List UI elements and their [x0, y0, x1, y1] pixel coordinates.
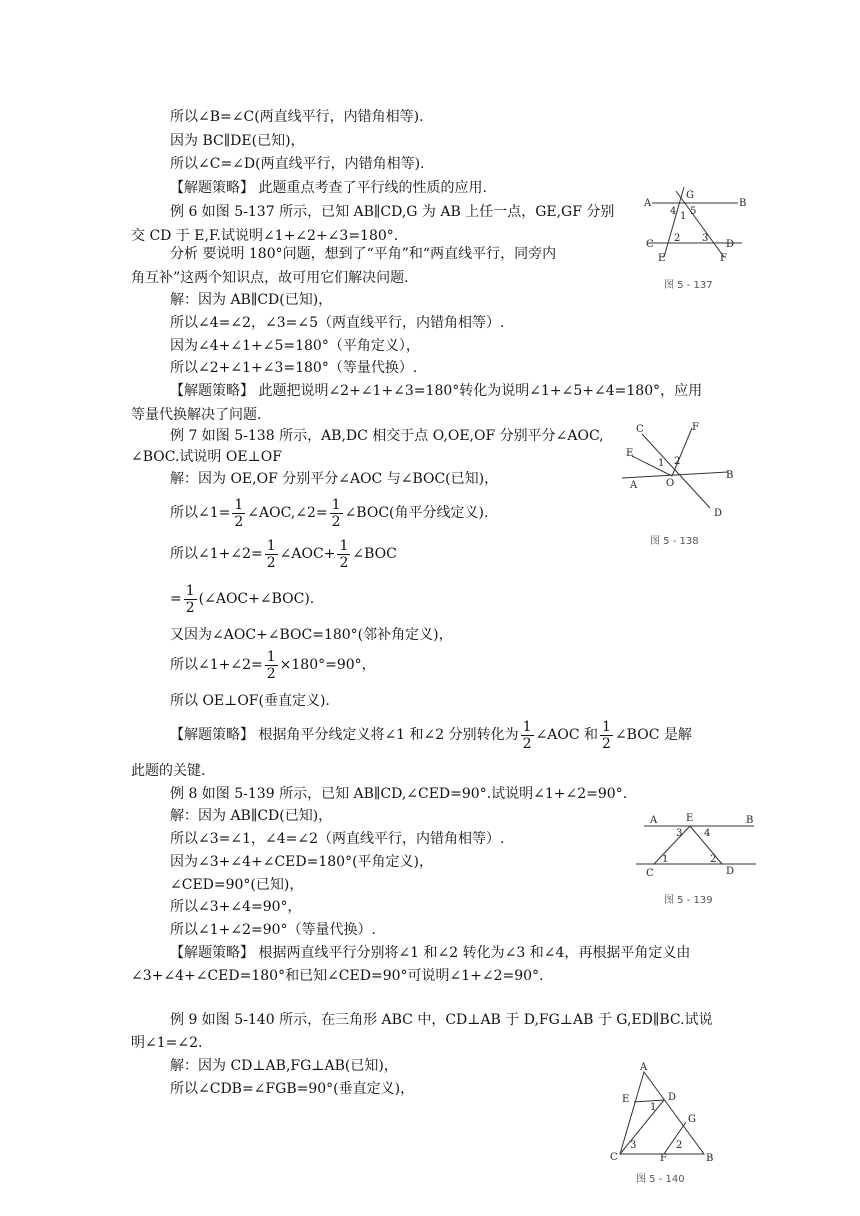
fig138-label: F	[692, 422, 699, 433]
fig139-label: A	[650, 815, 658, 826]
fig140-label: 1	[650, 1102, 657, 1113]
fraction-denominator: 2	[602, 735, 611, 752]
fig140-label: B	[706, 1153, 714, 1162]
fraction	[521, 719, 534, 752]
fig137-label: 3	[702, 233, 709, 244]
figure-caption: 图 5 - 139	[664, 895, 713, 906]
fig138-label: O	[666, 478, 675, 489]
text-line: 例 8 如图 5-139 所示，已知 AB∥CD,∠CED=90°.试说明∠1+∠2=90°.	[170, 786, 628, 802]
figure-caption: 图 5 - 137	[664, 280, 713, 291]
fig139-label: D	[726, 866, 735, 877]
text-line: 因为∠4+∠1+∠5=180°（平角定义），	[170, 338, 420, 354]
fraction-numerator: 1	[234, 496, 244, 513]
text-segment: 【解题策略】 根据角平分线定义将∠1 和∠2 分别转化为	[170, 727, 519, 743]
fraction-denominator: 2	[339, 554, 349, 571]
text-segment: (∠AOC+∠BOC).	[198, 591, 315, 607]
fraction-numerator: 1	[522, 718, 532, 735]
text-line: 因为 BC∥DE(已知)，	[170, 133, 305, 149]
text-line: 因为∠3+∠4+∠CED=180°(平角定义)，	[170, 854, 433, 870]
text-line: 所以∠C=∠D(两直线平行，内错角相等).	[170, 156, 425, 172]
figure-5-137	[638, 185, 748, 265]
fig140-label: D	[668, 1092, 677, 1103]
fig137-label: C	[646, 239, 654, 250]
text-line: 【解题策略】 此题重点考查了平行线的性质的应用.	[170, 180, 487, 196]
text-line	[170, 496, 488, 530]
text-line: 例 7 如图 5-138 所示，AB,DC 相交于点 O,OE,OF 分别平分∠AOC,	[170, 428, 604, 444]
fig140-label: G	[688, 1114, 696, 1125]
fig139-label: E	[686, 813, 694, 824]
fig138-label: 1	[658, 458, 665, 469]
fig137-label: B	[739, 198, 747, 209]
text-line: ∠BOC.试说明 OE⊥OF	[131, 449, 282, 465]
text-line: 【解题策略】 根据两直线平行分别将∠1 和∠2 转化为∠3 和∠4，再根据平角定义由	[170, 945, 691, 961]
fraction-numerator: 1	[602, 718, 611, 735]
fig140-label: C	[610, 1152, 618, 1162]
fig140-label: F	[660, 1153, 667, 1162]
fig139-label: 2	[710, 854, 717, 865]
text-line: ∠3+∠4+∠CED=180°和已知∠CED=90°可说明∠1+∠2=90°.	[131, 968, 544, 984]
fig137-label: G	[686, 190, 694, 201]
figure-5-137-diagram	[638, 185, 748, 265]
fig139-label: C	[646, 868, 654, 879]
text-line: ∠CED=90°(已知)，	[170, 877, 304, 893]
fraction-numerator: 1	[185, 582, 195, 599]
text-line	[170, 537, 397, 571]
text-segment: =	[170, 591, 182, 607]
text-line: 交 CD 于 E,F.试说明∠1+∠2+∠3=180°.	[131, 228, 399, 244]
fig137-label: 2	[674, 233, 681, 244]
fig138-label: B	[726, 470, 734, 481]
fraction	[265, 538, 278, 571]
figure-5-139-diagram	[632, 808, 762, 882]
text-segment: ∠AOC,∠2=	[247, 505, 328, 521]
text-line: 解：因为 AB∥CD(已知)，	[170, 292, 333, 308]
fig140-label: 2	[676, 1140, 683, 1151]
text-line: 例 9 如图 5-140 所示，在三角形 ABC 中，CD⊥AB 于 D,FG⊥AB 于 G,ED∥BC.试说	[170, 1012, 713, 1028]
text-segment: ∠BOC(角平分线定义).	[344, 505, 489, 521]
text-line: 解：因为 AB∥CD(已知)，	[170, 808, 333, 824]
text-line: 角互补”这两个知识点，故可用它们解决问题.	[131, 270, 409, 286]
text-line: 所以∠3=∠1，∠4=∠2（两直线平行，内错角相等）.	[170, 831, 505, 847]
text-segment: ∠AOC 和	[535, 727, 599, 743]
text-segment: ∠BOC 是解	[614, 727, 692, 743]
fig137-label: A	[644, 198, 652, 209]
text-segment: ∠BOC	[352, 546, 397, 562]
text-line: 又因为∠AOC+∠BOC=180°(邻补角定义)，	[170, 627, 453, 643]
text-line: 所以∠2+∠1+∠3=180°（等量代换）.	[170, 360, 418, 376]
fig139-label: 3	[676, 828, 683, 839]
text-line: 解：因为 CD⊥AB,FG⊥AB(已知)，	[170, 1058, 398, 1074]
figure-5-138-diagram	[620, 420, 740, 520]
fraction	[184, 583, 197, 616]
fig137-label: 5	[690, 206, 697, 217]
text-segment: ∠AOC+	[279, 546, 336, 562]
fraction-denominator: 2	[331, 513, 341, 530]
text-line: 所以 OE⊥OF(垂直定义).	[170, 693, 330, 709]
fraction-denominator: 2	[266, 665, 276, 682]
fraction-numerator: 1	[339, 537, 349, 554]
text-line: 明∠1=∠2.	[131, 1035, 203, 1051]
fraction	[600, 719, 613, 752]
fraction	[232, 497, 245, 530]
text-segment: 所以∠1=	[170, 505, 231, 521]
fraction-numerator: 1	[266, 648, 276, 665]
fig138-label: E	[626, 448, 634, 459]
text-segment: 所以∠1+∠2=	[170, 546, 263, 562]
fraction-numerator: 1	[331, 496, 341, 513]
fig139-label: 4	[704, 828, 711, 839]
fig137-label: F	[720, 253, 727, 264]
fig140-label: A	[640, 1062, 648, 1073]
text-line	[170, 648, 376, 682]
figure-5-140-diagram	[606, 1062, 726, 1162]
fraction-denominator: 2	[522, 735, 532, 752]
fig138-label: D	[714, 508, 723, 519]
text-line: 分析 要说明 180°问题，想到了“平角”和“两直线平行，同旁内	[170, 246, 557, 262]
fig139-label: B	[746, 815, 754, 826]
figure-caption: 图 5 - 138	[650, 536, 699, 547]
fig138-label: A	[630, 480, 638, 491]
fraction	[337, 538, 350, 571]
text-line: 所以∠CDB=∠FGB=90°(垂直定义)，	[170, 1081, 415, 1097]
fig138-label: 2	[674, 456, 681, 467]
fig137-label: 1	[680, 211, 687, 222]
text-line: 所以∠B=∠C(两直线平行，内错角相等).	[170, 109, 424, 125]
text-line: 【解题策略】 此题把说明∠2+∠1+∠3=180°转化为说明∠1+∠5+∠4=180°，应用	[170, 383, 703, 399]
figure-5-139	[632, 808, 762, 882]
text-segment: 所以∠1+∠2=	[170, 657, 263, 673]
text-line	[170, 582, 314, 616]
fraction-denominator: 2	[234, 513, 244, 530]
text-line	[170, 718, 692, 752]
fraction-denominator: 2	[185, 599, 195, 616]
text-line: 所以∠1+∠2=90°（等量代换）.	[170, 922, 377, 938]
text-line: 例 6 如图 5-137 所示，已知 AB∥CD,G 为 AB 上任一点，GE,GF 分别	[170, 204, 615, 220]
text-line: 所以∠4=∠2，∠3=∠5（两直线平行，内错角相等）.	[170, 315, 505, 331]
fig140-label: E	[622, 1094, 630, 1105]
text-segment: ×180°=90°，	[279, 657, 376, 673]
text-line: 所以∠3+∠4=90°，	[170, 899, 302, 915]
fraction-numerator: 1	[266, 537, 276, 554]
figure-5-138	[620, 420, 740, 520]
fig137-label: E	[658, 253, 666, 264]
fraction	[330, 497, 343, 530]
fig139-label: 1	[662, 854, 669, 865]
text-line: 此题的关键.	[131, 763, 206, 779]
text-line: 解：因为 OE,OF 分别平分∠AOC 与∠BOC(已知)，	[170, 471, 499, 487]
fig137-label: D	[726, 239, 735, 250]
figure-caption: 图 5 - 140	[636, 1174, 685, 1185]
fig138-label: C	[636, 424, 644, 435]
text-line: 等量代换解决了问题.	[131, 407, 262, 423]
fraction-denominator: 2	[266, 554, 276, 571]
fig137-label: 4	[670, 206, 677, 217]
fraction	[265, 649, 278, 682]
fig140-label: 3	[630, 1140, 637, 1151]
figure-5-140	[606, 1062, 726, 1162]
